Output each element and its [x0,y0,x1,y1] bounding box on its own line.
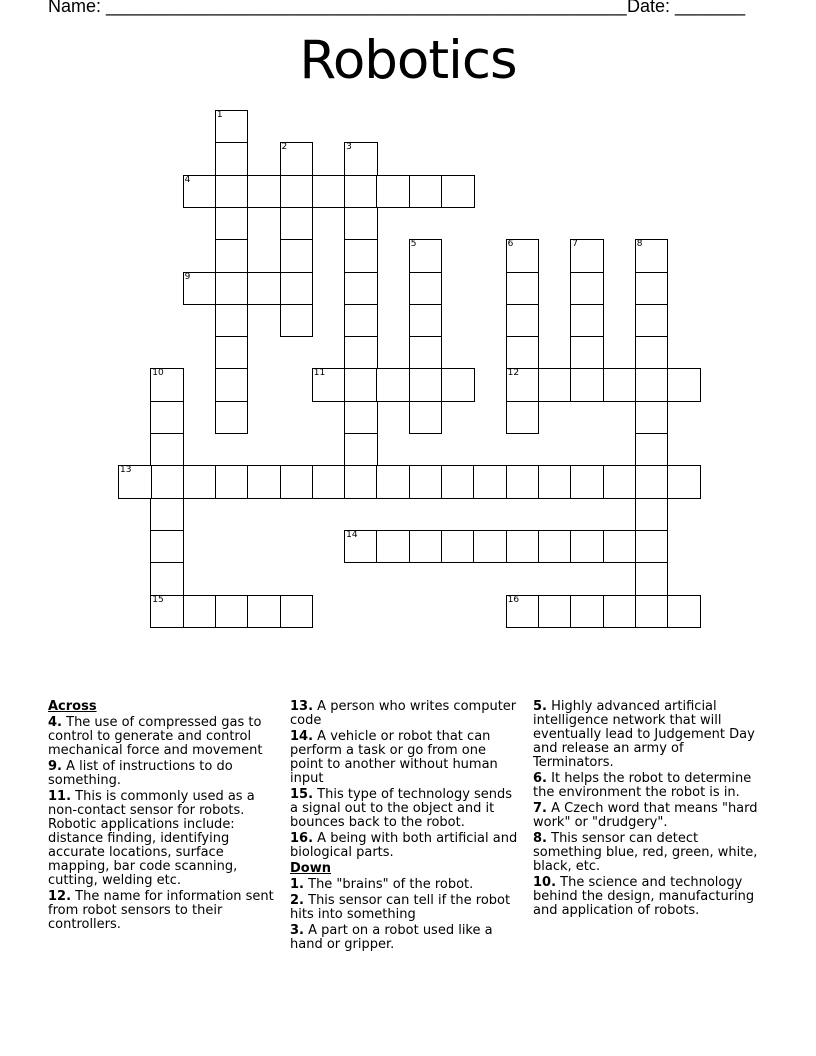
cell-number: 13 [120,465,132,476]
cell-number: 14 [346,529,358,540]
cell-number: 1 [216,110,223,120]
grid-cell[interactable] [183,272,217,306]
grid-cell[interactable] [280,175,314,209]
clue-down-2: 2. This sensor can tell if the robot hits into something [290,893,511,922]
grid-cell[interactable] [344,401,378,435]
grid-cell[interactable] [506,272,540,306]
clue-down-10: 10. The science and technology behind the design, manufacturing and application of robots. [533,875,755,918]
cell-number: 3 [346,142,352,153]
cell-number: 6 [507,239,514,250]
grid-cell[interactable] [603,465,637,499]
clue-across-13: 13. A person who writes computer code [290,699,517,728]
grid-cell[interactable] [506,304,540,338]
grid-cell[interactable] [635,368,669,402]
grid-cell[interactable] [570,530,604,564]
grid-cell[interactable] [570,239,604,273]
grid-cell[interactable] [635,562,669,596]
grid-cell[interactable] [409,401,443,435]
grid-cell[interactable] [409,368,443,402]
grid-cell[interactable] [506,336,540,370]
grid-cell[interactable] [312,465,346,499]
grid-cell[interactable] [409,465,443,499]
grid-cell[interactable] [150,595,184,629]
clue-down-5: 5. Highly advanced artificial intelligence network that will eventually lead to Judgement Day and release an army of Terminators. [533,699,755,770]
grid-cell[interactable] [150,433,184,467]
grid-cell[interactable] [312,368,346,402]
cell-number: 5 [410,239,417,250]
grid-cell[interactable] [150,562,184,596]
clue-across-12: 12. The name for information sent from robot sensors to their controllers. [48,889,274,932]
date-line[interactable]: Date: _______ [627,0,746,16]
cell-number: 4 [184,174,191,185]
grid-cell[interactable] [635,272,669,306]
cell-number: 16 [507,594,520,605]
grid-cell[interactable] [667,368,701,402]
clue-across-15: 15. This type of technology sends a signal out to the object and it bounces back to the robot. [290,787,513,830]
clue-down-3: 3. A part on a robot used like a hand or gripper. [290,923,493,952]
grid-cell[interactable] [344,530,378,564]
grid-cell[interactable] [409,272,443,306]
cell-number: 8 [636,239,643,250]
clue-across-16: 16. A being with both artificial and biological parts. [290,831,518,860]
cell-number: 7 [572,239,578,250]
grid-cell[interactable] [247,595,281,629]
grid-cell[interactable] [150,401,184,435]
grid-cell[interactable] [538,368,572,402]
grid-cell[interactable] [344,465,378,499]
grid-cell[interactable] [215,207,249,241]
grid-cell[interactable] [667,595,701,629]
cell-number: 9 [184,271,191,282]
grid-cell[interactable] [215,401,249,435]
grid-cell[interactable] [441,175,475,209]
grid-cell[interactable] [376,530,410,564]
grid-cell[interactable] [635,336,669,370]
grid-cell[interactable] [183,465,217,499]
grid-cell[interactable] [506,401,540,435]
name-line[interactable]: Name: ____________________________________________________ [48,0,627,16]
grid-cell[interactable] [344,272,378,306]
grid-cell[interactable] [506,368,540,402]
clue-across-4: 4. The use of compressed gas to control to generate and control mechanical force and movement [48,715,263,758]
grid-cell[interactable] [215,595,249,629]
grid-cell[interactable] [215,272,249,306]
clue-down-7: 7. A Czech word that means "hard work" or "drudgery". [533,801,758,830]
clue-column-1 [48,700,280,934]
clue-across-9: 9. A list of instructions to do something. [48,759,233,788]
grid-cell[interactable] [473,465,507,499]
cell-number: 11 [313,368,326,379]
grid-cell[interactable] [344,304,378,338]
grid-cell[interactable] [247,175,281,209]
grid-cell[interactable] [247,465,281,499]
grid-cell[interactable] [344,336,378,370]
grid-cell[interactable] [344,433,378,467]
grid-cell[interactable] [635,530,669,564]
grid-cell[interactable] [409,530,443,564]
grid-cell[interactable] [215,175,249,209]
grid-cell[interactable] [506,465,540,499]
grid-cell[interactable] [376,175,410,209]
grid-cell[interactable] [538,530,572,564]
clue-down-6: 6. It helps the robot to determine the environment the robot is in. [533,771,752,800]
grid-cell[interactable] [635,239,669,273]
grid-cell[interactable] [376,465,410,499]
grid-cell[interactable] [118,465,152,499]
grid-cell[interactable] [635,465,669,499]
grid-cell[interactable] [635,433,669,467]
grid-cell[interactable] [215,110,249,144]
grid-cell[interactable] [635,304,669,338]
cell-number: 2 [281,142,288,153]
grid-cell[interactable] [409,239,443,273]
grid-cell[interactable] [215,142,249,176]
grid-cell[interactable] [409,304,443,338]
grid-cell[interactable] [183,595,217,629]
grid-cell[interactable] [441,530,475,564]
grid-cell[interactable] [215,336,249,370]
grid-cell[interactable] [215,368,249,402]
grid-cell[interactable] [603,530,637,564]
clue-column-3 [533,700,765,920]
down-heading: Down [290,861,331,876]
cell-number: 12 [507,368,520,379]
grid-cell[interactable] [441,368,475,402]
grid-cell[interactable] [667,465,701,499]
grid-cell[interactable] [150,465,184,499]
grid-cell[interactable] [280,272,314,306]
grid-cell[interactable] [215,465,249,499]
grid-cell[interactable] [570,336,604,370]
grid-cell[interactable] [635,595,669,629]
grid-cell[interactable] [538,465,572,499]
cell-number: 10 [152,368,164,379]
grid-cell[interactable] [183,175,217,209]
grid-cell[interactable] [506,239,540,273]
across-heading: Across [48,699,97,714]
grid-cell[interactable] [441,465,475,499]
grid-cell[interactable] [247,272,281,306]
grid-cell[interactable] [603,595,637,629]
page-title: Robotics [299,30,517,91]
grid-cell[interactable] [473,530,507,564]
grid-cell[interactable] [570,304,604,338]
grid-cell[interactable] [570,272,604,306]
grid-cell[interactable] [570,595,604,629]
cell-number: 15 [152,594,164,605]
grid-cell[interactable] [409,175,443,209]
clue-across-14: 14. A vehicle or robot that can perform a task or go from one point to another without human input [290,729,498,786]
grid-cell[interactable] [506,530,540,564]
grid-cell[interactable] [150,498,184,532]
grid-cell[interactable] [344,207,378,241]
grid-cell[interactable] [280,595,314,629]
clue-across-11: 11. This is commonly used as a non-contact sensor for robots. Robotic applications include: distance finding, identifying accurate locations, surface mapping, bar code scanning, cutting, welding etc. [48,789,255,888]
grid-cell[interactable] [280,239,314,273]
grid-cell[interactable] [635,401,669,435]
grid-cell[interactable] [570,465,604,499]
grid-cell[interactable] [344,239,378,273]
grid-cell[interactable] [570,368,604,402]
grid-cell[interactable] [280,304,314,338]
grid-cell[interactable] [344,142,378,176]
grid-cell[interactable] [280,142,314,176]
clue-column-2 [290,700,522,954]
grid-cell[interactable] [215,239,249,273]
grid-cell[interactable] [150,368,184,402]
grid-cell[interactable] [538,595,572,629]
grid-cell[interactable] [150,530,184,564]
clue-down-8: 8. This sensor can detect something blue, red, green, white, black, etc. [533,831,758,874]
grid-cell[interactable] [312,175,346,209]
clue-down-1: 1. The "brains" of the robot. [290,877,474,892]
grid-cell[interactable] [603,368,637,402]
grid-cell[interactable] [376,368,410,402]
grid-cell[interactable] [280,207,314,241]
grid-cell[interactable] [280,465,314,499]
grid-cell[interactable] [215,304,249,338]
grid-cell[interactable] [506,595,540,629]
grid-cell[interactable] [344,175,378,209]
grid-cell[interactable] [409,336,443,370]
grid-cell[interactable] [635,498,669,532]
grid-cell[interactable] [344,368,378,402]
